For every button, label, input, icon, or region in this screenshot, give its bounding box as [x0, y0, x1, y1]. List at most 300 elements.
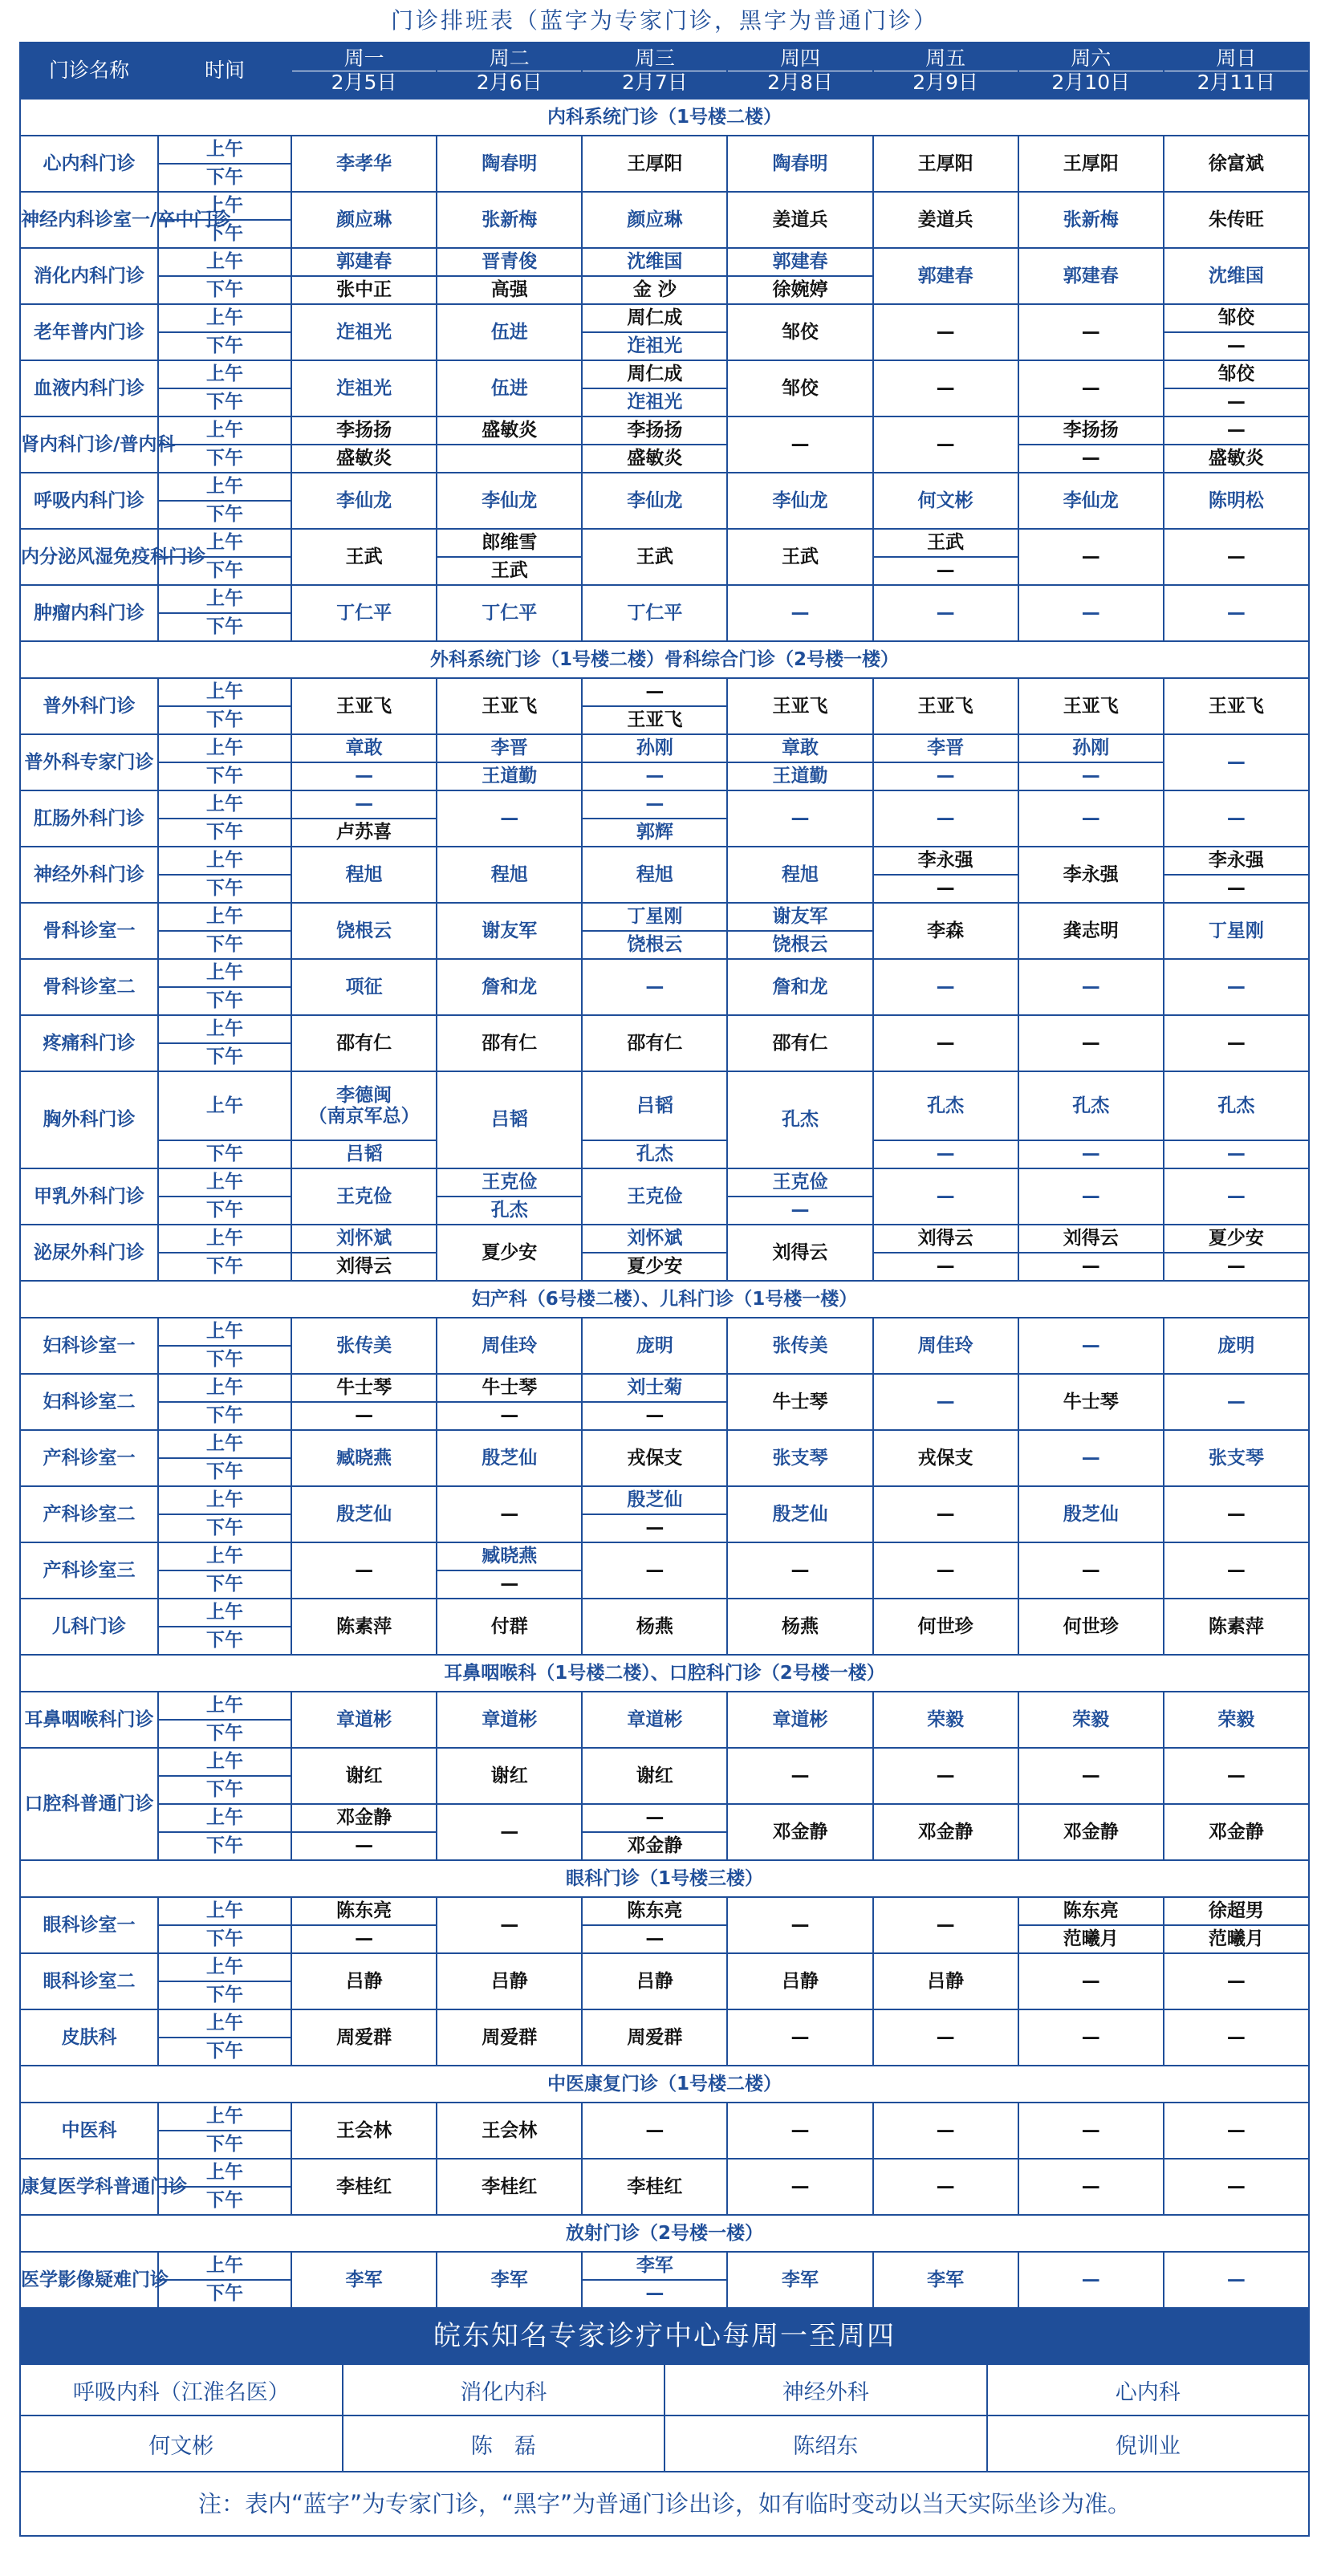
time-pm: 下午: [158, 2131, 291, 2159]
doctor-cell-pm: —: [1018, 1253, 1164, 1281]
time-pm: 下午: [158, 1458, 291, 1486]
doctor-cell-am: 刘得云: [873, 1225, 1018, 1253]
dept-name: 疼痛科门诊: [20, 1015, 158, 1071]
doctor-cell: 戎保支: [873, 1430, 1018, 1486]
doctor-cell-am: 孔杰: [873, 1071, 1018, 1140]
footer-note: 注：表内“蓝字”为专家门诊，“黑字”为普通门诊出诊，如有临时变动以当天实际坐诊为准。: [19, 2472, 1310, 2537]
doctor-cell: 李仙龙: [1018, 473, 1164, 529]
dept-name: 眼科诊室一: [20, 1897, 158, 1953]
doctor-cell: 邓金静: [1164, 1804, 1309, 1860]
dept-row-am: [20, 2009, 1309, 2038]
time-am: 上午: [158, 416, 291, 445]
expert-dept: 呼吸内科（江淮名医）: [20, 2364, 343, 2416]
dept-row-am: [20, 1318, 1309, 1346]
dept-row-am: [20, 1430, 1309, 1458]
doctor-cell: 殷芝仙: [437, 1430, 582, 1486]
section-row: [20, 1655, 1309, 1692]
dept-row-am: [20, 1692, 1309, 1720]
doctor-cell: 陈明松: [1164, 473, 1309, 529]
doctor-cell: —: [873, 2103, 1018, 2159]
doctor-cell: 陈素萍: [291, 1599, 437, 1655]
dept-row-am: [20, 903, 1309, 931]
doctor-cell: 饶根云: [291, 903, 437, 959]
expert-name-row: [20, 2416, 1309, 2472]
dept-name: 妇科诊室二: [20, 1374, 158, 1430]
doctor-cell: 张传美: [727, 1318, 872, 1374]
doctor-cell-am: —: [582, 1804, 727, 1832]
section-row: [20, 1281, 1309, 1318]
doctor-cell: —: [437, 1486, 582, 1542]
doctor-cell: 章道彬: [437, 1692, 582, 1748]
doctor-cell: 戎保支: [582, 1430, 727, 1486]
doctor-cell-am: 盛敏炎: [437, 416, 582, 445]
section-row: [20, 2215, 1309, 2252]
dept-name: 肛肠外科门诊: [20, 790, 158, 847]
doctor-cell: 王武: [291, 529, 437, 585]
doctor-cell-pm: 迮祖光: [582, 332, 727, 360]
time-pm: 下午: [158, 1570, 291, 1599]
doctor-cell-am: 邹佼: [1164, 360, 1309, 388]
doctor-cell: 李桂红: [582, 2159, 727, 2215]
doctor-cell-am: 刘怀斌: [291, 1225, 437, 1253]
doctor-cell-am: 孔杰: [1018, 1071, 1164, 1140]
time-pm: 下午: [158, 1514, 291, 1542]
doctor-cell: 郭建春: [873, 248, 1018, 304]
doctor-cell: —: [727, 2103, 872, 2159]
doctor-cell-am: 李德闽 （南京军总）: [291, 1071, 437, 1140]
doctor-cell-pm: —: [582, 1514, 727, 1542]
doctor-cell-pm: 卢苏喜: [291, 819, 437, 847]
schedule-page: [19, 0, 1310, 2537]
doctor-cell-pm: 范曦月: [1164, 1925, 1309, 1953]
time-am: 上午: [158, 1748, 291, 1776]
time-am: 上午: [158, 847, 291, 875]
doctor-cell: —: [291, 1542, 437, 1599]
expert-center-banner: 皖东知名专家诊疗中心每周一至周四: [19, 2309, 1310, 2363]
doctor-cell: —: [1164, 1748, 1309, 1804]
doctor-cell: 谢红: [437, 1748, 582, 1804]
doctor-cell: 李仙龙: [291, 473, 437, 529]
dept-row-pm: [20, 762, 1309, 790]
header-day: 周四 2月8日: [727, 43, 872, 99]
doctor-cell: —: [873, 416, 1018, 473]
doctor-cell: —: [1018, 959, 1164, 1015]
doctor-cell: 牛士琴: [727, 1374, 872, 1430]
expert-table: [19, 2363, 1310, 2472]
time-pm: 下午: [158, 1832, 291, 1860]
doctor-cell: —: [873, 1542, 1018, 1599]
time-am: 上午: [158, 192, 291, 220]
time-am: 上午: [158, 1374, 291, 1402]
doctor-cell: —: [1164, 2103, 1309, 2159]
doctor-cell: 夏少安: [437, 1225, 582, 1281]
doctor-cell: —: [873, 1748, 1018, 1804]
doctor-cell: —: [1018, 585, 1164, 641]
doctor-cell: 姜道兵: [727, 192, 872, 248]
time-pm: 下午: [158, 1627, 291, 1655]
doctor-cell-pm: 夏少安: [582, 1253, 727, 1281]
doctor-cell: 詹和龙: [437, 959, 582, 1015]
doctor-cell: 邵有仁: [727, 1015, 872, 1071]
doctor-cell: —: [873, 1168, 1018, 1225]
doctor-cell-pm: —: [291, 1832, 437, 1860]
time-pm: 下午: [158, 1981, 291, 2009]
dept-row-am: [20, 734, 1309, 762]
doctor-cell: 李军: [873, 2252, 1018, 2308]
doctor-cell: —: [1018, 1953, 1164, 2009]
dept-row-am: [20, 529, 1309, 557]
time-am: 上午: [158, 678, 291, 706]
doctor-cell-pm: 孔杰: [582, 1140, 727, 1168]
time-pm: 下午: [158, 706, 291, 734]
doctor-cell-am: 李扬扬: [291, 416, 437, 445]
doctor-cell: —: [1164, 2252, 1309, 2308]
doctor-cell-pm: —: [1164, 1140, 1309, 1168]
time-am: 上午: [158, 1599, 291, 1627]
doctor-cell-am: 牛士琴: [437, 1374, 582, 1402]
section-title: 中医康复门诊（1号楼二楼）: [20, 2066, 1309, 2103]
doctor-cell: 王厚阳: [873, 136, 1018, 192]
doctor-cell: 王厚阳: [1018, 136, 1164, 192]
doctor-cell-pm: 盛敏炎: [1164, 445, 1309, 473]
doctor-cell-pm: —: [437, 1402, 582, 1430]
doctor-cell: 张支琴: [1164, 1430, 1309, 1486]
dept-name: 神经内科诊室一/卒中门诊: [20, 192, 158, 248]
doctor-cell-pm: 盛敏炎: [291, 445, 437, 473]
doctor-cell-pm: 王亚飞: [582, 706, 727, 734]
doctor-cell: 吕静: [873, 1953, 1018, 2009]
dept-row-am: [20, 136, 1309, 164]
doctor-cell: 周佳玲: [873, 1318, 1018, 1374]
doctor-cell: —: [1018, 2159, 1164, 2215]
dept-name: 耳鼻咽喉科门诊: [20, 1692, 158, 1748]
doctor-cell: —: [437, 790, 582, 847]
dept-name: 神经外科门诊: [20, 847, 158, 903]
doctor-cell: 章道彬: [582, 1692, 727, 1748]
doctor-cell: 郭建春: [1018, 248, 1164, 304]
dept-name: 肾内科门诊/普内科: [20, 416, 158, 473]
doctor-cell: 程旭: [291, 847, 437, 903]
doctor-cell: 朱传旺: [1164, 192, 1309, 248]
dept-row-am: [20, 1542, 1309, 1570]
time-am: 上午: [158, 1430, 291, 1458]
doctor-cell: —: [1018, 790, 1164, 847]
doctor-cell: —: [727, 1748, 872, 1804]
time-am: 上午: [158, 360, 291, 388]
doctor-cell: 吕静: [582, 1953, 727, 2009]
time-pm: 下午: [158, 931, 291, 959]
doctor-cell: 颜应琳: [291, 192, 437, 248]
time-pm: 下午: [158, 1402, 291, 1430]
doctor-cell: 张新梅: [437, 192, 582, 248]
dept-name: 儿科门诊: [20, 1599, 158, 1655]
time-pm: 下午: [158, 445, 291, 473]
time-am: 上午: [158, 2103, 291, 2131]
doctor-cell: 邓金静: [727, 1804, 872, 1860]
time-pm: 下午: [158, 2187, 291, 2215]
doctor-cell: 邹佼: [727, 304, 872, 360]
doctor-cell: 李永强: [1018, 847, 1164, 903]
doctor-cell-pm: 范曦月: [1018, 1925, 1164, 1953]
dept-name: 内分泌风湿免疫科门诊: [20, 529, 158, 585]
dept-row-am: [20, 1374, 1309, 1402]
time-am: 上午: [158, 248, 291, 276]
doctor-cell: 王亚飞: [727, 678, 872, 734]
dept-name: 老年普内门诊: [20, 304, 158, 360]
doctor-cell-am: 李扬扬: [582, 416, 727, 445]
time-am: 上午: [158, 2159, 291, 2187]
header-day: 周二 2月6日: [437, 43, 582, 99]
dept-row-am: [20, 1486, 1309, 1514]
doctor-cell-am: 牛士琴: [291, 1374, 437, 1402]
doctor-cell-pm: 孔杰: [437, 1197, 582, 1225]
doctor-cell-pm: —: [1018, 762, 1164, 790]
time-pm: 下午: [158, 762, 291, 790]
dept-row-am: [20, 1953, 1309, 1981]
doctor-cell: 谢红: [291, 1748, 437, 1804]
doctor-cell: 李军: [727, 2252, 872, 2308]
time-pm: 下午: [158, 2280, 291, 2308]
doctor-cell: —: [437, 1804, 582, 1860]
doctor-cell-am: 刘士菊: [582, 1374, 727, 1402]
doctor-cell: 邵有仁: [291, 1015, 437, 1071]
doctor-cell-am: 吕韬: [582, 1071, 727, 1140]
header-day: 周五 2月9日: [873, 43, 1018, 99]
doctor-cell: 王会林: [437, 2103, 582, 2159]
doctor-cell-am: 周仁成: [582, 304, 727, 332]
doctor-cell: —: [873, 1374, 1018, 1430]
doctor-cell: 张传美: [291, 1318, 437, 1374]
schedule-body: [20, 99, 1309, 2308]
doctor-cell-pm: 王道勤: [437, 762, 582, 790]
doctor-cell: —: [1164, 1486, 1309, 1542]
doctor-cell: —: [873, 1486, 1018, 1542]
doctor-cell: 丁仁平: [437, 585, 582, 641]
doctor-cell: —: [1164, 790, 1309, 847]
doctor-cell-am: 李晋: [437, 734, 582, 762]
dept-name: 泌尿外科门诊: [20, 1225, 158, 1281]
doctor-cell: 吕静: [727, 1953, 872, 2009]
doctor-cell-am: 丁星刚: [582, 903, 727, 931]
doctor-cell-pm: —: [437, 1570, 582, 1599]
dept-name: 眼科诊室二: [20, 1953, 158, 2009]
doctor-cell-pm: —: [1164, 1253, 1309, 1281]
doctor-cell-pm: —: [1018, 445, 1164, 473]
doctor-cell: 荣毅: [1018, 1692, 1164, 1748]
doctor-cell-am: 臧晓燕: [437, 1542, 582, 1570]
section-row: [20, 641, 1309, 678]
dept-name: 产科诊室二: [20, 1486, 158, 1542]
doctor-cell: —: [1018, 2103, 1164, 2159]
doctor-cell: 殷芝仙: [1018, 1486, 1164, 1542]
dept-row-am: [20, 1015, 1309, 1043]
doctor-cell: —: [582, 2103, 727, 2159]
doctor-cell: 谢友军: [437, 903, 582, 959]
doctor-cell: 王亚飞: [437, 678, 582, 734]
doctor-cell: 颜应琳: [582, 192, 727, 248]
doctor-cell: 何世珍: [873, 1599, 1018, 1655]
header-dept-name: 门诊名称: [20, 43, 158, 99]
time-am: 上午: [158, 1692, 291, 1720]
time-am: 上午: [158, 2009, 291, 2038]
doctor-cell-am: 王武: [873, 529, 1018, 557]
doctor-cell-am: 沈维国: [582, 248, 727, 276]
time-am: 上午: [158, 1225, 291, 1253]
dept-row-am: [20, 585, 1309, 613]
time-pm: 下午: [158, 1346, 291, 1374]
doctor-cell: 詹和龙: [727, 959, 872, 1015]
doctor-cell: 丁仁平: [291, 585, 437, 641]
doctor-cell: 吕静: [437, 1953, 582, 2009]
doctor-cell-am: 刘得云: [1018, 1225, 1164, 1253]
doctor-cell: 刘得云: [727, 1225, 872, 1281]
time-am: 上午: [158, 1953, 291, 1981]
doctor-cell: —: [1018, 360, 1164, 416]
doctor-cell: 臧晓燕: [291, 1430, 437, 1486]
doctor-cell: 项征: [291, 959, 437, 1015]
doctor-cell: 李仙龙: [437, 473, 582, 529]
header-day: 周日 2月11日: [1164, 43, 1309, 99]
dept-name: 血液内科门诊: [20, 360, 158, 416]
doctor-cell: —: [1018, 529, 1164, 585]
doctor-cell-am: 陈东亮: [582, 1897, 727, 1925]
dept-row-am: [20, 248, 1309, 276]
doctor-cell: —: [1164, 734, 1309, 790]
doctor-cell-pm: —: [873, 875, 1018, 903]
doctor-cell-am: —: [582, 678, 727, 706]
doctor-cell: —: [1164, 959, 1309, 1015]
doctor-cell-am: 殷芝仙: [582, 1486, 727, 1514]
dept-row-am: [20, 678, 1309, 706]
doctor-cell-am: 孙刚: [582, 734, 727, 762]
dept-name: 皮肤科: [20, 2009, 158, 2066]
doctor-cell: 周爱群: [582, 2009, 727, 2066]
doctor-cell: 周爱群: [437, 2009, 582, 2066]
time-am: 上午: [158, 2252, 291, 2280]
dept-name: 甲乳外科门诊: [20, 1168, 158, 1225]
doctor-cell-am: 王克俭: [437, 1168, 582, 1197]
doctor-cell: —: [1164, 2159, 1309, 2215]
doctor-cell-pm: 盛敏炎: [582, 445, 727, 473]
time-am: 上午: [158, 1897, 291, 1925]
doctor-cell: —: [1164, 1168, 1309, 1225]
time-pm: 下午: [158, 1253, 291, 1281]
dept-row-am: [20, 473, 1309, 501]
dept-row-am: [20, 360, 1309, 388]
doctor-cell: 荣毅: [1164, 1692, 1309, 1748]
dept-name: 呼吸内科门诊: [20, 473, 158, 529]
doctor-cell: 王克俭: [582, 1168, 727, 1225]
dept-row-am: [20, 1168, 1309, 1197]
doctor-cell: 姜道兵: [873, 192, 1018, 248]
doctor-cell: 杨燕: [727, 1599, 872, 1655]
doctor-cell-am: 李扬扬: [1018, 416, 1164, 445]
dept-row-pm: [20, 1925, 1309, 1953]
doctor-cell: —: [1164, 1953, 1309, 2009]
dept-row-am: [20, 847, 1309, 875]
doctor-cell-pm: [437, 445, 582, 473]
doctor-cell: 王亚飞: [1164, 678, 1309, 734]
expert-dept: 神经外科: [664, 2364, 987, 2416]
doctor-cell-pm: —: [582, 2280, 727, 2308]
doctor-cell: 陈素萍: [1164, 1599, 1309, 1655]
dept-name: 产科诊室三: [20, 1542, 158, 1599]
time-pm: 下午: [158, 1776, 291, 1804]
doctor-cell: 王亚飞: [1018, 678, 1164, 734]
doctor-cell: 王武: [582, 529, 727, 585]
time-am: 上午: [158, 304, 291, 332]
doctor-cell: —: [582, 959, 727, 1015]
doctor-cell: 殷芝仙: [727, 1486, 872, 1542]
doctor-cell-pm: —: [1018, 1140, 1164, 1168]
dept-name: 医学影像疑难门诊: [20, 2252, 158, 2308]
doctor-cell: 周佳玲: [437, 1318, 582, 1374]
doctor-cell-pm: 刘得云: [291, 1253, 437, 1281]
doctor-cell-am: 郭建春: [727, 248, 872, 276]
doctor-cell: 荣毅: [873, 1692, 1018, 1748]
doctor-cell: 吕静: [291, 1953, 437, 2009]
doctor-cell-pm: 王道勤: [727, 762, 872, 790]
time-pm: 下午: [158, 220, 291, 248]
expert-name: 陈 磊: [343, 2416, 665, 2472]
doctor-cell: —: [873, 2009, 1018, 2066]
doctor-cell: 沈维国: [1164, 248, 1309, 304]
doctor-cell: —: [1018, 1015, 1164, 1071]
doctor-cell-am: 陈东亮: [1018, 1897, 1164, 1925]
dept-name: 中医科: [20, 2103, 158, 2159]
doctor-cell: —: [1164, 1374, 1309, 1430]
doctor-cell: —: [873, 959, 1018, 1015]
time-pm: 下午: [158, 1925, 291, 1953]
doctor-cell: 王会林: [291, 2103, 437, 2159]
time-am: 上午: [158, 959, 291, 987]
section-title: 妇产科（6号楼二楼）、儿科门诊（1号楼一楼）: [20, 1281, 1309, 1318]
doctor-cell-pm: —: [291, 762, 437, 790]
doctor-cell-pm: 徐婉婷: [727, 276, 872, 304]
doctor-cell-pm: —: [291, 1402, 437, 1430]
doctor-cell: 王亚飞: [873, 678, 1018, 734]
doctor-cell: 章道彬: [291, 1692, 437, 1748]
doctor-cell: 王武: [727, 529, 872, 585]
doctor-cell: 王克俭: [291, 1168, 437, 1225]
time-am: 上午: [158, 734, 291, 762]
doctor-cell: —: [1164, 1542, 1309, 1599]
doctor-cell-pm: —: [873, 557, 1018, 585]
time-pm: 下午: [158, 276, 291, 304]
doctor-cell: 邓金静: [873, 1804, 1018, 1860]
doctor-cell-am: 王克俭: [727, 1168, 872, 1197]
doctor-cell: 李军: [437, 2252, 582, 2308]
section-row: [20, 1860, 1309, 1897]
dept-row-am: [20, 959, 1309, 987]
doctor-cell-pm: 邓金静: [582, 1832, 727, 1860]
doctor-cell-pm: —: [1164, 388, 1309, 416]
time-pm: 下午: [158, 2038, 291, 2066]
time-pm: 下午: [158, 388, 291, 416]
doctor-cell-pm: —: [873, 1140, 1018, 1168]
doctor-cell: —: [1164, 529, 1309, 585]
doctor-cell-pm: 张中正: [291, 276, 437, 304]
doctor-cell: 殷芝仙: [291, 1486, 437, 1542]
time-pm: 下午: [158, 332, 291, 360]
time-am: 上午: [158, 136, 291, 164]
time-pm: 下午: [158, 613, 291, 641]
dept-name: 胸外科门诊: [20, 1071, 158, 1168]
doctor-cell: —: [727, 1542, 872, 1599]
doctor-cell: 庞明: [582, 1318, 727, 1374]
doctor-cell: —: [873, 790, 1018, 847]
header-time: 时间: [158, 43, 291, 99]
